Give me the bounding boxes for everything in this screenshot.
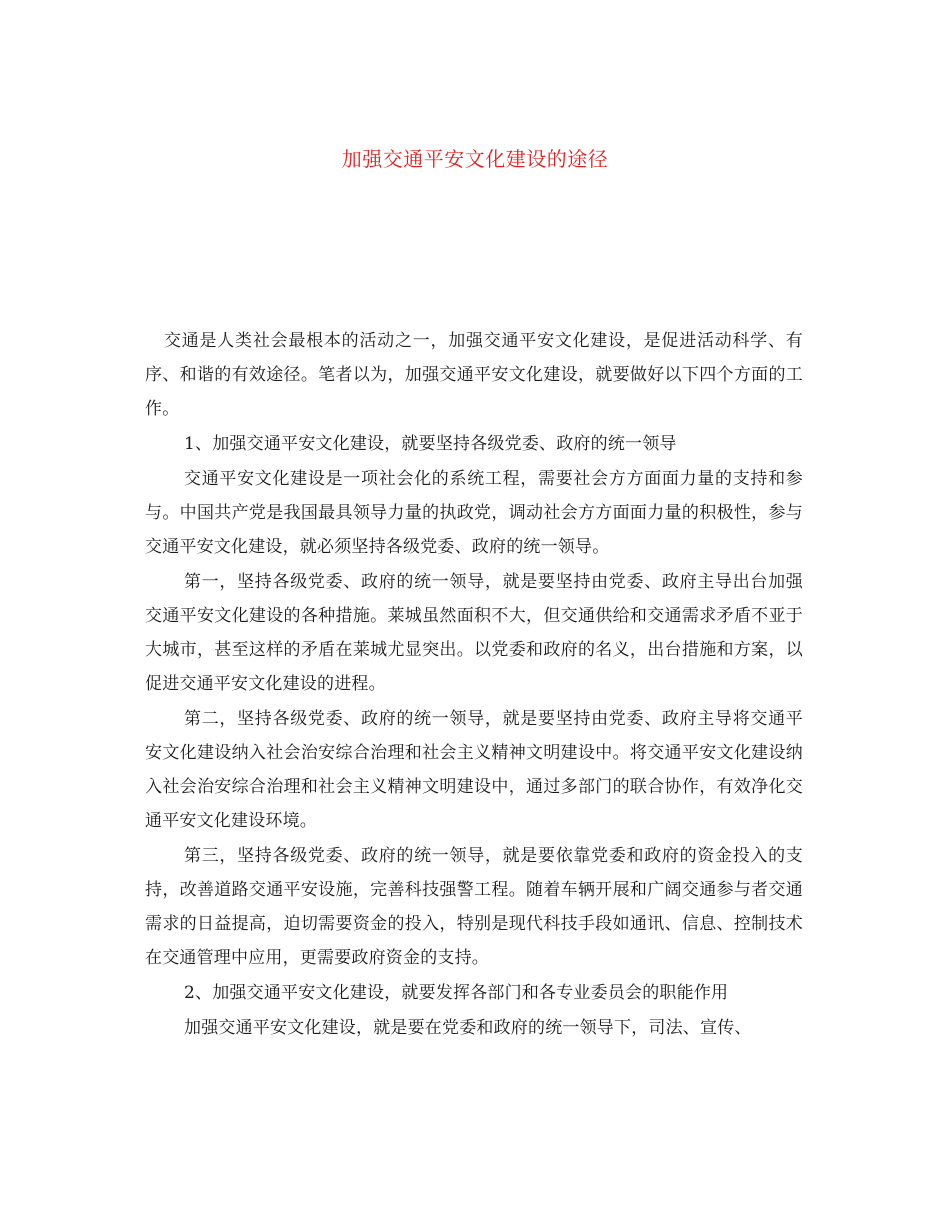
body-paragraph: 交通平安文化建设是一项社会化的系统工程，需要社会方方面面力量的支持和参与。中国共产党是我国最具领导力量的执政党，调动社会方方面面力量的积极性，参与交通平安文化建设，就必须坚持各级党委、政府的统一领导。 [145,469,803,557]
document-title: 加强交通平安文化建设的途径 [341,147,609,171]
section-heading-2: 2、加强交通平安文化建设，就要发挥各部门和各专业委员会的职能作用 [184,983,729,1003]
body-paragraph: 加强交通平安文化建设，就是要在党委和政府的统一领导下，司法、宣传、 [184,1018,752,1038]
section-heading-1: 1、加强交通平安文化建设，就要坚持各级党委、政府的统一领导 [184,434,677,454]
body-paragraph: 第一，坚持各级党委、政府的统一领导，就是要坚持由党委、政府主导出台加强交通平安文化建设的各种措施。莱城虽然面积不大，但交通供给和交通需求矛盾不亚于大城市，甚至这样的矛盾在莱城尤显突出。以党委和政府的名义，出台措施和方案，以促进交通平安文化建设的进程。 [145,572,803,694]
document-body [145,324,803,1046]
intro-paragraph: 交通是人类社会最根本的活动之一，加强交通平安文化建设，是促进活动科学、有序、和谐的有效途径。笔者以为，加强交通平安文化建设，就要做好以下四个方面的工作。 [145,331,803,419]
body-paragraph: 第三，坚持各级党委、政府的统一领导，就是要依靠党委和政府的资金投入的支持，改善道路交通平安设施，完善科技强警工程。随着车辆开展和广阔交通参与者交通需求的日益提高，迫切需要资金的投入，特别是现代科技手段如通讯、信息、控制技术在交通管理中应用，更需要政府资金的支持。 [145,846,803,968]
body-paragraph: 第二，坚持各级党委、政府的统一领导，就是要坚持由党委、政府主导将交通平安文化建设纳入社会治安综合治理和社会主义精神文明建设中。将交通平安文化建设纳入社会治安综合治理和社会主义精神文明建设中，通过多部门的联合协作，有效净化交通平安文化建设环境。 [145,709,803,831]
